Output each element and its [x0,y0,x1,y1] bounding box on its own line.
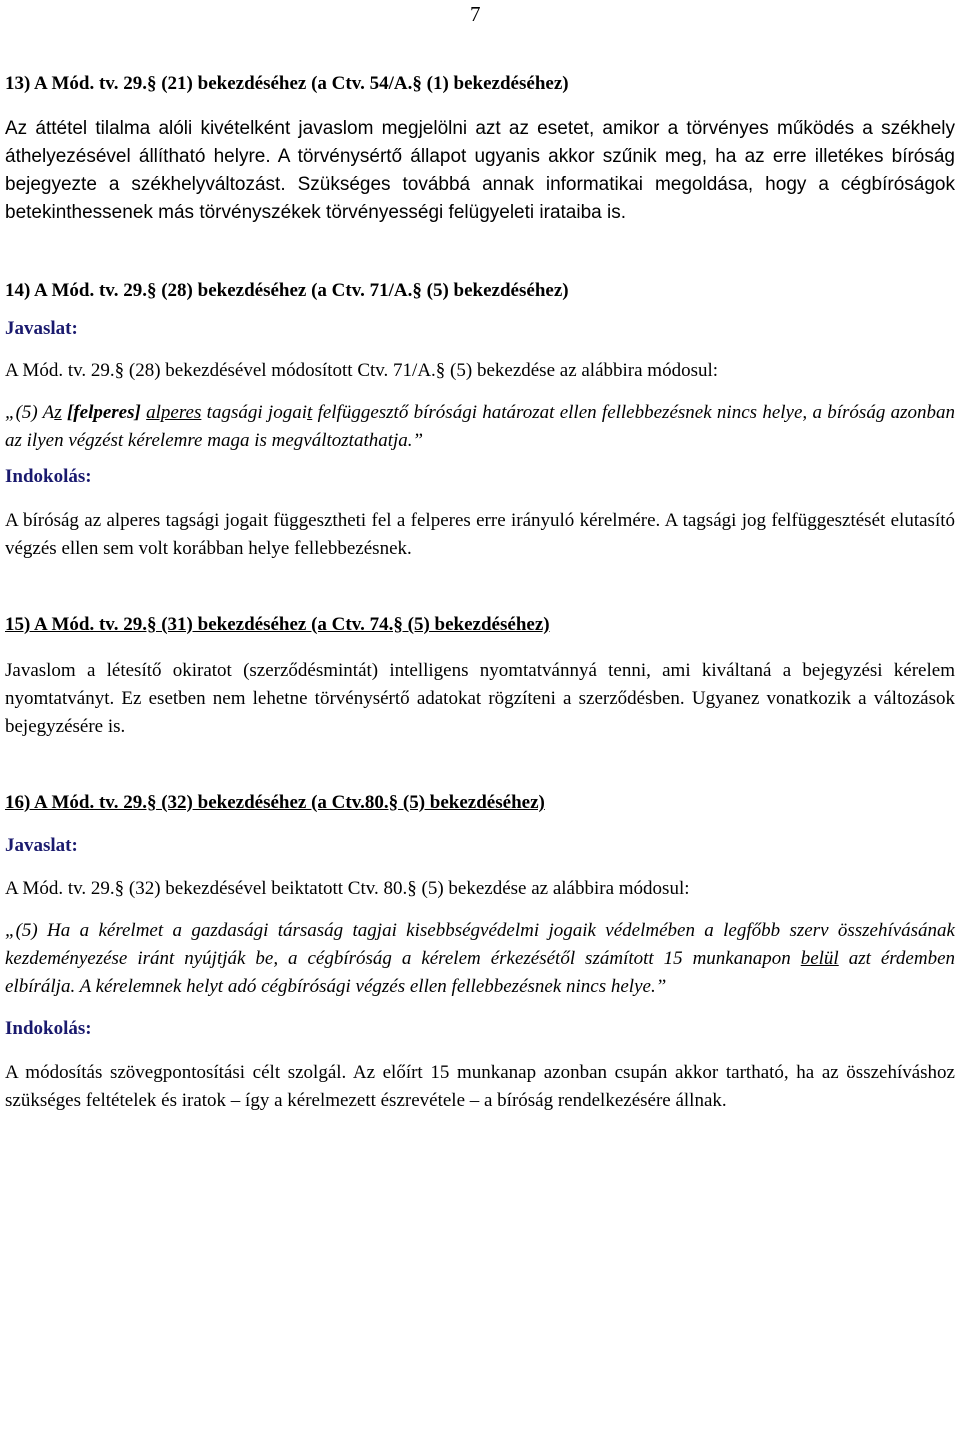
quote-open: „(5) A [5,402,55,423]
page-number: 7 [470,2,481,26]
section-15-body: Javaslom a létesítő okiratot (szerződésmintát) intelligens nyomtatvánnyá tenni, ami kiváltaná a bejegyzési kérelem nyomtatványt. Ez esetben nem lehetne törvénysértő adatokat rögzíteni a szerződésben. Ugyanez vonatkozik a változások bejegyzésére is. [5,660,955,737]
section-16-indokolas: A módosítás szövegpontosítási célt szolgál. Az előírt 15 munkanap azonban csupán akkor tartható, ha az összehíváshoz szükséges feltételek és iratok – így a kérelmezett észrevétele – a bíróság rendelkezésére állnak. [5,1062,955,1111]
section-14-indokolas-label: Indokolás: [5,466,92,487]
quote-end: azt érdemben elbírálja. A kérelemnek helyt adó cégbírósági végzés ellen fellebbezésnek nincs helye.” [5,948,956,997]
section-16-quote [5,917,955,1001]
section-14-quote [5,399,955,455]
section-15-heading: 15) A Mód. tv. 29.§ (31) bekezdéséhez (a Ctv. 74.§ (5) bekezdéséhez) [5,614,550,635]
section-14-intro: A Mód. tv. 29.§ (28) bekezdésével módosított Ctv. 71/A.§ (5) bekezdése az alábbira módosul: [5,360,719,381]
section-14-indokolas: A bíróság az alperes tagsági jogait függesztheti fel a felperes erre irányuló kérelmére. A tagsági jog felfüggesztését elutasító végzés ellen sem volt korábban helye fellebbezésnek. [5,510,955,559]
quote-start: „(5) Ha a kérelmet a gazdasági társaság tagjai kisebbségvédelmi jogaik védelmében a legfőbb szerv összehívásának kezdeményezése iránt nyújtják be, a cégbíróság a kérelem érkezésétől számított 15 munkanapon [5,920,955,969]
quote-deleted-felperes: [felperes] [66,402,141,423]
section-13-heading: 13) A Mód. tv. 29.§ (21) bekezdéséhez (a Ctv. 54/A.§ (1) bekezdéséhez) [5,73,569,94]
section-16-heading: 16) A Mód. tv. 29.§ (32) bekezdéséhez (a Ctv.80.§ (5) bekezdéséhez) [5,792,545,813]
quote-rest: felfüggesztő bírósági határozat ellen fellebbezésnek nincs helye, a bíróság azonban az ilyen végzést kérelemre maga is megváltoztathatja.” [5,402,956,451]
quote-mid: tagsági jogai [206,402,307,423]
document-body [5,70,955,1115]
section-16-javaslat-label: Javaslat: [5,835,78,856]
quote-underlined-t: t [306,402,313,423]
section-14-javaslat-label: Javaslat: [5,318,78,339]
section-16-indokolas-label: Indokolás: [5,1018,92,1039]
section-13-body: Az áttétel tilalma alóli kivételként javaslom megjelölni azt az esetet, amikor a törvényes működés a székhely áthelyezésével állítható helyre. A törvénysértő állapot ugyanis akkor szűnik meg, ha az erre illetékes bíróság bejegyezte a székhelyváltozást. Szükséges továbbá annak informatikai megoldása, hogy a cégbíróságok betekinthessenek más törvényszékek törvényességi felügyeleti irataiba is. [5,118,955,223]
section-14-heading: 14) A Mód. tv. 29.§ (28) bekezdéséhez (a Ctv. 71/A.§ (5) bekezdéséhez) [5,280,569,301]
quote-inserted-alperes: alperes [146,402,202,423]
section-16-intro: A Mód. tv. 29.§ (32) bekezdésével beiktatott Ctv. 80.§ (5) bekezdése az alábbira módosul: [5,878,690,899]
quote-underlined-z: z [54,402,62,423]
quote-underlined-belul: belül [800,948,839,969]
